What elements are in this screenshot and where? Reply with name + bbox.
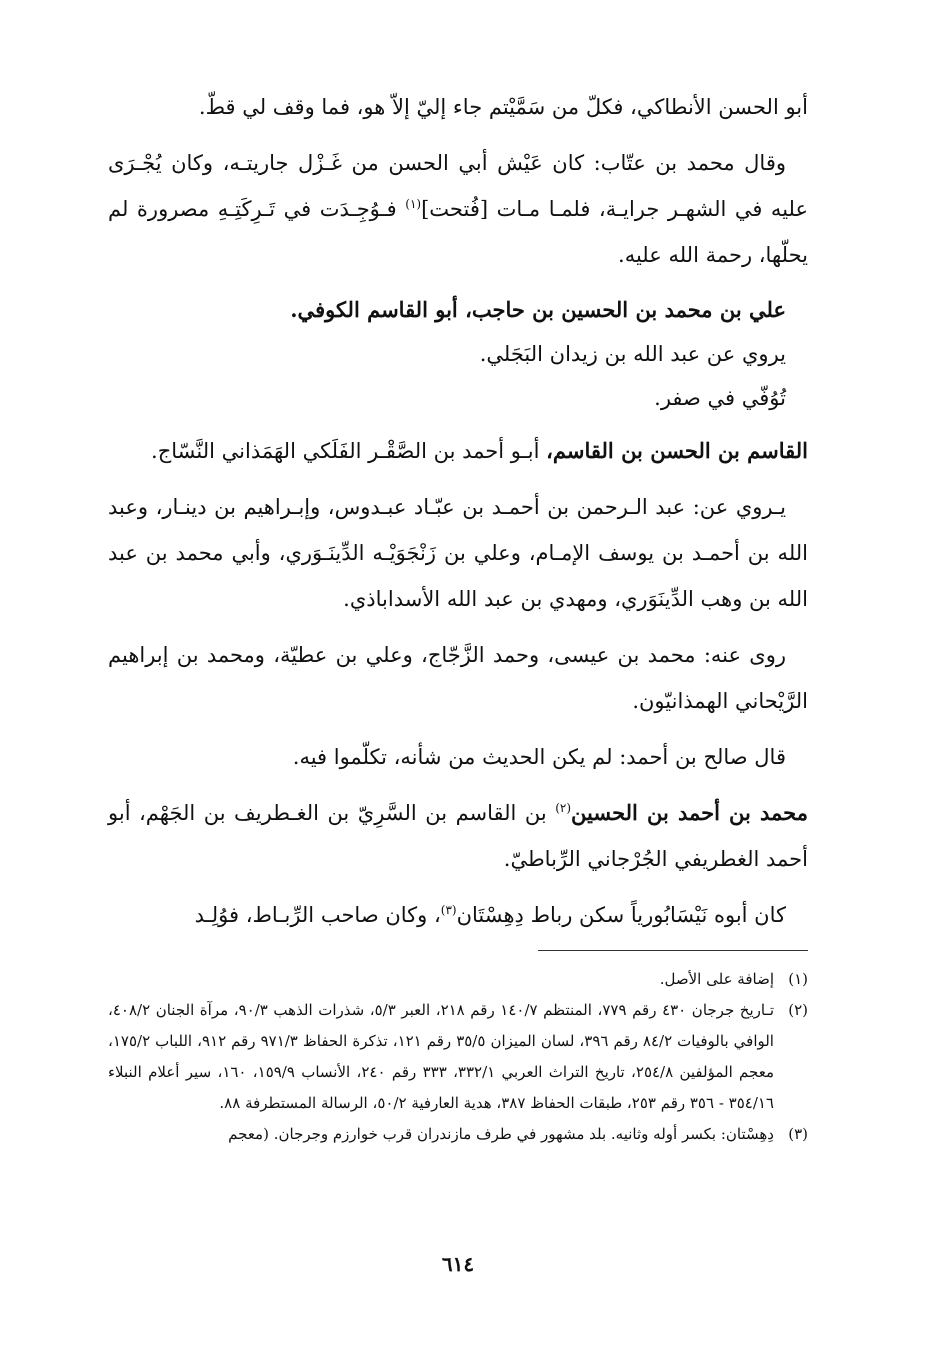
footnote-2-text: تـاريخ جرجان ٤٣٠ رقم ٧٧٩، المنتظم ١٤٠/٧ رقم ٢١٨، العبر ٥/٣، شذرات الذهب ٩٠/٣، مرآة الجنان ٤٠٨/٢، الوافي بالوفيات ٨٤/٢ رقم ٣٩٦، لسان الميزان ٣٥/٥ رقم ١٢١، تذكرة الحفاظ ٩٧١/٣ رقم ٩١٢، اللباب ١٧٥/٢، معجم المؤلفين ٢٥٤/٨، تاريخ التراث العربي ٣٣٢/١، ٣٣٣ رقم ٢٤٠، الأنساب ١٥٩/٩، ١٦٠، سير أعلام النبلاء ٣٥٤/١٦ - ٣٥٦ رقم ٢٥٣، طبقات الحفاظ ٣٨٧، هدية العارفية ٥٠/٢، الرسالة المستطرفة ٨٨. (108, 1001, 775, 1112)
footnote-1-text: إضافة على الأصل. (659, 970, 774, 988)
footnote-ref-3: (٣) (440, 903, 457, 917)
paragraph-2-tail: فـوُجِـدَت في تَـرِكَتِـهِ مصرورة لم يحلّها، رحمة الله عليه. (108, 197, 808, 267)
footnotes (108, 964, 808, 1150)
entry-1-title: علي بن محمد بن الحسين بن حاجب، أبو القاسم الكوفي. (290, 297, 786, 322)
paragraph-4 (108, 632, 808, 724)
footnote-ref-2: (٢) (555, 801, 572, 815)
paragraph-4-head: روى عنه: (695, 643, 786, 667)
entry-ali-ibn-muhammad (108, 288, 808, 420)
footnote-3-number: (٣) (788, 1125, 808, 1143)
paragraph-4-text: محمد بن عيسى، وحمد الزَّجّاج، وعلي بن عطيّة، ومحمد بن إبراهيم الرَّيْحاني الهمذانيّون. (108, 643, 808, 713)
entry-2-rest: أبـو أحمد بن الصَّقْـر الفَلَكي الهَمَذاني النَّسّاج. (151, 439, 547, 463)
footnote-3 (108, 1119, 808, 1150)
paragraph-1 (108, 84, 808, 130)
footnote-2 (108, 995, 808, 1119)
entry-2-title: القاسم بن الحسن بن القاسم، (546, 438, 808, 463)
footnote-1-number: (١) (788, 970, 808, 988)
footnote-1 (108, 964, 808, 995)
page-number: ٦١٤ (441, 1252, 475, 1276)
entry-3-title: محمد بن أحمد بن الحسين (571, 800, 808, 825)
paragraph-2 (108, 140, 808, 278)
book-page (108, 84, 808, 1324)
paragraph-1-text: أبو الحسن الأنطاكي، فكلّ من سَمَّيْتم جاء إليّ إلاّ هو، فما وقف لي قطّ. (198, 95, 808, 119)
footnote-ref-1: (١) (405, 197, 422, 211)
paragraph-6 (108, 892, 808, 938)
entry-1-line-1: يروي عن عبد الله بن زيدان البَجَلي. (479, 342, 786, 366)
entry-2-heading (108, 428, 808, 474)
paragraph-6-tail: ، وكان صاحب الرِّبـاط، فوُلِـد (194, 903, 441, 927)
paragraph-3: يـروي عن: عبد الـرحمن بن أحمـد بن عبّـاد عبـدوس، وإبـراهيم بن دينـار، وعبد الله بن أحمـد بن يوسف الإمـام، وعلي بن زَنْجَوَيْـه الدِّينَـوَري، وأبي محمد بن عبد الله بن وهب الدِّينَوَري، ومهدي بن عبد الله الأسداباذي. (108, 495, 808, 611)
paragraph-5: قال صالح بن أحمد: لم يكن الحديث من شأنه، تكلّموا فيه. (292, 745, 786, 769)
entry-3-heading (108, 790, 808, 882)
footnote-2-number: (٢) (788, 1001, 808, 1019)
footnote-divider (538, 950, 808, 951)
entry-1-line-2: تُوُفّي في صفر. (654, 386, 786, 410)
paragraph-2-text: وقال محمد بن عتّاب: كان عَيْش أبي الحسن من غَـزْل جاريتـه، وكان يُجْـرَى عليه في الشهـر جرايـة، فلمـا مـات [فُتحت] (108, 151, 809, 221)
entry-3-rest: بن القاسم بن السَّرِيّ بن الغـطريف بن الجَهْم، أبو أحمد الغطريفي الجُرْجاني الرِّباطيّ. (108, 801, 808, 871)
paragraph-6-text: كان أبوه نَيْسَابُورياً سكن رباط دِهِسْتَان (456, 903, 786, 927)
footnote-3-text: دِهِسْتان: بكسر أوله وثانيه. بلد مشهور في طرف مازندران قرب خوارزم وجرجان. (معجم (228, 1125, 774, 1143)
